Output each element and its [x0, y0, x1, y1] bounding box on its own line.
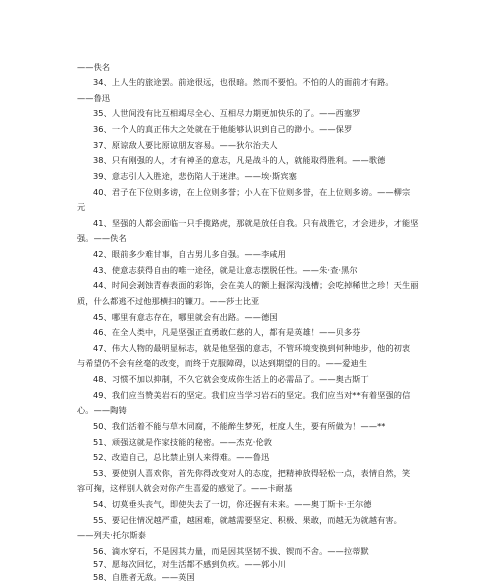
- text-line: ——列夫·托尔斯泰: [77, 530, 147, 540]
- text-line: 38、只有刚强的人，才有神圣的意志，凡是战斗的人，就能取得胜利。——歌德: [93, 155, 386, 165]
- text-line: 质，什么都逃不过他那横扫的镰刀。——莎士比亚: [77, 296, 260, 306]
- text-line: 51、顽强这就是作家技能的秘密。——杰克·伦敦: [93, 437, 273, 447]
- text-line: 强。——佚名: [77, 233, 127, 243]
- text-line: 48、习惯不加以抑制，不久它就会变成你生活上的必需品了。——奥古斯丁: [93, 374, 369, 384]
- text-line: 容可掬，这样别人就会对你产生喜爱的感觉了。——卡耐基: [77, 483, 293, 493]
- text-line: 56、滴水穿石，不是因其力量，而是因其坚韧不拔、锲而不舍。——拉蒂默: [93, 546, 369, 556]
- text-line: 34、上人生的旅途罢。前途很远，也很暗。然而不要怕。不怕的人的面前才有路。: [93, 77, 394, 87]
- text-line: 40、君子在下位则多谤，在上位则多誉；小人在下位则多誉，在上位则多谤。——柳宗: [93, 187, 411, 197]
- text-line: 与希望仍不会有丝毫的改变，而终于克服障碍，以达到期望的目的。——爱迪生: [77, 358, 368, 368]
- text-line: 42、眼前多少难甘事，自古男儿多自强。——李咸用: [93, 249, 286, 259]
- text-line: 52、改造自己，总比禁止别人来得难。——鲁迅: [93, 452, 270, 462]
- text-line: 46、在全人类中，凡是坚强正直勇敢仁慈的人，都有是英雄！——贝多芬: [93, 327, 361, 337]
- text-line: 43、使意志获得自由的唯一途径，就是让意志摆脱任性。——朱·查·黑尔: [93, 265, 358, 275]
- text-line: ——佚名: [77, 62, 111, 72]
- text-line: 47、伟大人物的最明显标志，就是他坚强的意志，不管环境变换到何种地步，他的初衷: [93, 343, 411, 353]
- text-line: 49、我们应当赞美岩石的坚定。我们应当学习岩石的坚定。我们应当对**有着坚强的信: [93, 390, 411, 400]
- text-line: 50、我们活着不能与草木同腐，不能醉生梦死，枉度人生，要有所做为！——**: [93, 421, 386, 431]
- text-line: 36、一个人的真正伟大之处就在于他能够认识到自己的渺小。——保罗: [93, 124, 353, 134]
- text-line: 44、时间会剥蚀青春表面的彩饰，会在美人的额上掘深沟浅槽；会吃掉稀世之珍！天生丽: [93, 280, 419, 290]
- text-line: ——鲁迅: [77, 93, 111, 103]
- text-line: 45、哪里有意志存在，哪里就会有出路。——德国: [93, 312, 278, 322]
- text-line: 57、愿每次回忆，对生活都不感到负疚。——郭小川: [93, 559, 286, 569]
- text-line: 元: [77, 202, 86, 212]
- text-line: 心。——陶铸: [77, 405, 127, 415]
- text-line: 53、要使别人喜欢你，首先你得改变对人的态度，把精神放得轻松一点，表情自然，笑: [93, 468, 411, 478]
- text-line: 35、人世间没有比互相竭尽全心、互相尽力期更加快乐的了。——西塞罗: [93, 108, 361, 118]
- text-line: 41、坚强的人都会面临一只手揽路虎，那就是放任自我。只有战胜它，才会进步，才能坚: [93, 218, 419, 228]
- text-line: 39、意志引人入胜途，悲伤陷人于迷津。——埃·斯宾塞: [93, 171, 297, 181]
- text-line: 54、切莫垂头丧气，即使失去了一切，你还握有未来。——奥丁斯卡·王尔德: [93, 499, 372, 509]
- text-line: 37、原谅敌人要比原谅朋友容易。——狄尔治夫人: [93, 140, 278, 150]
- text-line: 58、自胜者无敌。——英国: [93, 572, 195, 582]
- text-line: 55、要记住情况越严重，越困难，就越需要坚定、积极、果敢，而越无为就越有害。: [93, 515, 402, 525]
